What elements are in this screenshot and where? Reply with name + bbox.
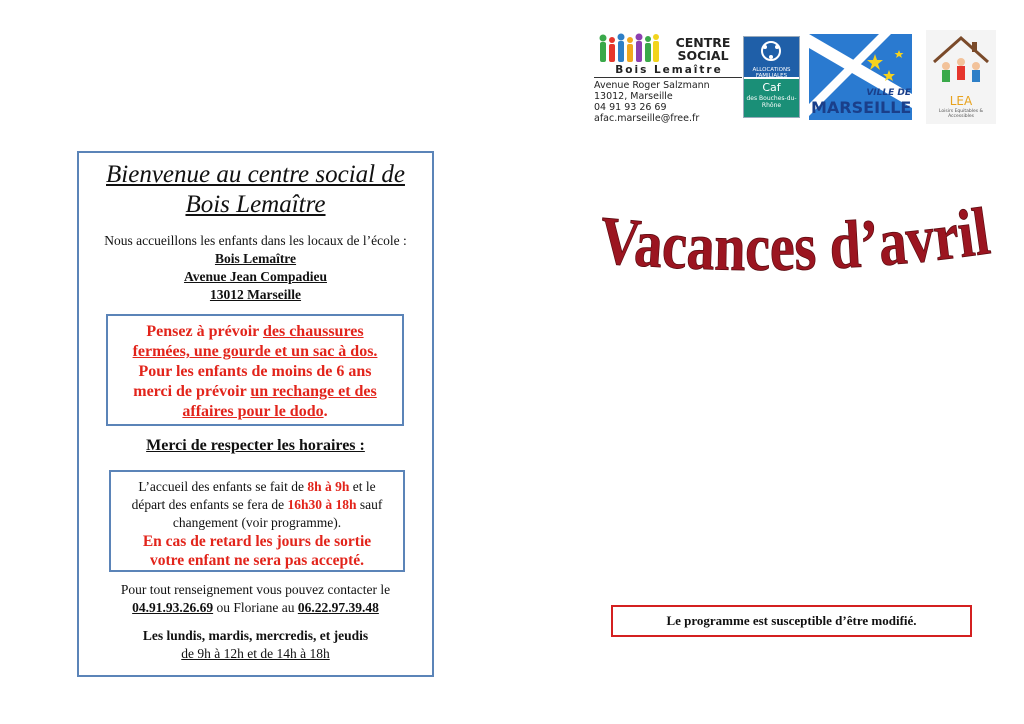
caf-name: Caf [762, 81, 781, 94]
hours-line: de 9h à 12h et de 14h à 18h [181, 646, 330, 661]
contact-mid: ou Floriane au [213, 600, 298, 615]
lea-sub: Loisirs Equitables & Accessibles [938, 109, 984, 119]
intro-text: Nous accueillons les enfants dans les locaux de l’école : [104, 233, 407, 248]
marseille-top: VILLE DE [866, 88, 911, 98]
reminder-l5b: . [323, 403, 328, 420]
caf-top: ALLOCATIONS FAMILIALES [752, 67, 791, 79]
reminder-l2: fermées, une gourde et un sac à dos. [132, 343, 378, 360]
reminder-l3: Pour les enfants de moins de 6 ans [138, 363, 372, 380]
centre-social-addr2: 13012, Marseille [594, 91, 673, 102]
centre-social-line2: SOCIAL [677, 48, 729, 63]
hours-l3: changement (voir programme). [172, 515, 342, 530]
caf-logo [743, 36, 800, 118]
hours-l2b: 16h30 à 18h [287, 497, 357, 512]
hours-l2a: départ des enfants se fera de [131, 497, 288, 512]
welcome-title-line1: Bienvenue au centre social de [106, 161, 405, 188]
hours-l5: votre enfant ne sera pas accepté. [149, 552, 365, 569]
house-children-icon [926, 32, 996, 92]
centre-social-phone: 04 91 93 26 69 [594, 102, 667, 113]
marseille-name: MARSEILLE [811, 98, 912, 117]
lea-logo [926, 30, 996, 124]
people-icon [598, 32, 660, 66]
reminder-box [106, 314, 404, 426]
address-line3: 13012 Marseille [209, 287, 302, 302]
address-line2: Avenue Jean Compadieu [183, 269, 327, 284]
hours-l1a: L’accueil des enfants se fait de [138, 479, 308, 494]
centre-social-logo [590, 30, 742, 126]
marseille-logo [809, 34, 912, 120]
welcome-title [78, 160, 433, 220]
notice-box [611, 605, 972, 637]
address-line1: Bois Lemaître [214, 251, 297, 266]
hours-l2c: sauf [356, 497, 383, 512]
welcome-title-line2: Bois Lemaître [185, 191, 326, 218]
reminder-l5a: affaires pour le dodo [182, 403, 324, 420]
contact-block [78, 581, 433, 617]
intro-block [78, 232, 433, 304]
headline-text [596, 200, 998, 286]
centre-social-line1: CENTRE [675, 35, 731, 50]
hours-box [109, 470, 405, 572]
reminder-l1a: Pensez à prévoir [146, 323, 263, 340]
hours-l4: En cas de retard les jours de sortie [142, 533, 372, 550]
days-line: Les lundis, mardis, mercredis, et jeudis [142, 628, 369, 643]
headline [588, 200, 1008, 310]
centre-social-line3: Bois Lemaître [615, 64, 723, 76]
lea-name: LEA [949, 94, 973, 108]
schedule-heading: Merci de respecter les horaires : [146, 437, 365, 454]
centre-social-contact [594, 80, 710, 124]
contact-phone2: 06.22.97.39.48 [297, 600, 379, 615]
hours-l1b: 8h à 9h [307, 479, 350, 494]
partner-logos [590, 30, 1000, 126]
contact-phone1: 04.91.93.26.69 [132, 600, 214, 615]
reminder-l4b: un rechange et des [250, 383, 377, 400]
centre-social-addr1: Avenue Roger Salzmann [594, 80, 710, 91]
reminder-l1b: des chaussures [262, 323, 364, 340]
caf-sub: des Bouches-du-Rhône [746, 95, 797, 109]
headline-textpath: Vacances d’avril [596, 200, 998, 286]
centre-social-email: afac.marseille@free.fr [594, 113, 700, 124]
hours-l1c: et le [349, 479, 376, 494]
reminder-l4a: merci de prévoir [133, 383, 251, 400]
contact-line1: Pour tout renseignement vous pouvez contacter le [120, 582, 391, 597]
opening-block [78, 627, 433, 663]
notice-text: Le programme est susceptible d’être modifié. [666, 613, 917, 628]
logo-divider [594, 77, 742, 78]
